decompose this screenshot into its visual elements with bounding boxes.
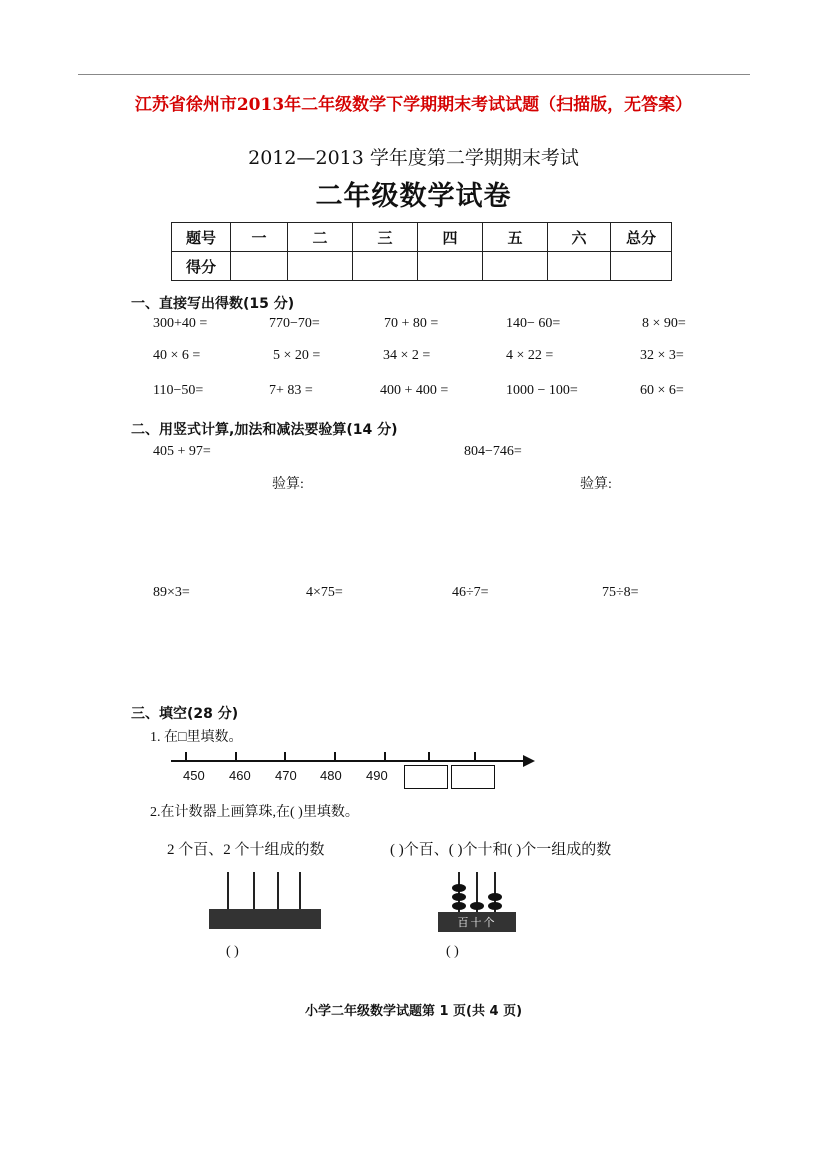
problem: 46÷7= <box>452 585 489 600</box>
question-2b: ( )个百、( )个十和( )个一组成的数 <box>390 842 612 858</box>
bead-icon <box>452 893 466 901</box>
problem: 40 × 6 = <box>153 348 201 363</box>
problem: 70 + 80 = <box>384 316 439 331</box>
tick-mark <box>334 752 336 762</box>
score-blank <box>611 252 672 281</box>
problem: 140− 60= <box>506 316 561 331</box>
tick-label: 470 <box>275 768 297 783</box>
score-cell: 二 <box>288 223 353 252</box>
abacus-rod <box>299 872 301 910</box>
score-cell: 一 <box>231 223 288 252</box>
problem: 110−50= <box>153 383 204 398</box>
problem: 400 + 400 = <box>380 383 449 398</box>
bead-icon <box>452 884 466 892</box>
abacus-with-beads <box>438 872 516 934</box>
score-blank <box>231 252 288 281</box>
problem: 34 × 2 = <box>383 348 431 363</box>
problem: 300+40 = <box>153 316 208 331</box>
score-cell: 题号 <box>172 223 231 252</box>
tick-mark <box>474 752 476 762</box>
problem: 770−70= <box>269 316 320 331</box>
problem: 4×75= <box>306 585 343 600</box>
score-cell: 五 <box>483 223 548 252</box>
abacus-rod <box>253 872 255 910</box>
tick-mark <box>384 752 386 762</box>
bead-icon <box>488 902 502 910</box>
problem: 75÷8= <box>602 585 639 600</box>
abacus-base-labels: 百十个 <box>457 916 497 929</box>
section3-title: 三、填空(28 分) <box>131 706 239 722</box>
check-label: 验算: <box>580 477 612 492</box>
problem: 32 × 3= <box>640 348 684 363</box>
number-line-arrow-icon <box>523 755 535 767</box>
question-2: 2.在计数器上画算珠,在( )里填数。 <box>150 805 359 820</box>
score-cell: 总分 <box>611 223 672 252</box>
problem: 1000 − 100= <box>506 383 578 398</box>
answer-box[interactable] <box>404 765 448 789</box>
question-2a: 2 个百、2 个十组成的数 <box>167 842 325 858</box>
problem: 405 + 97= <box>153 444 211 459</box>
check-label: 验算: <box>272 477 304 492</box>
answer-box[interactable] <box>451 765 495 789</box>
abacus-base <box>209 909 321 929</box>
tick-mark <box>284 752 286 762</box>
question-1: 1. 在□里填数。 <box>150 730 243 745</box>
bead-icon <box>452 902 466 910</box>
exam-title: 2012—2013 学年度第二学期期末考试 <box>248 147 579 169</box>
score-blank <box>353 252 418 281</box>
score-cell: 四 <box>418 223 483 252</box>
problem: 8 × 90= <box>642 316 686 331</box>
abacus-rod <box>227 872 229 910</box>
bead-icon <box>470 902 484 910</box>
score-cell: 三 <box>353 223 418 252</box>
problem: 5 × 20 = <box>273 348 321 363</box>
tick-label: 480 <box>320 768 342 783</box>
tick-mark <box>235 752 237 762</box>
top-rule <box>78 74 750 75</box>
tick-mark <box>428 752 430 762</box>
section2-title: 二、用竖式计算,加法和减法要验算(14 分) <box>131 422 398 438</box>
abacus-rod <box>277 872 279 910</box>
exam-subtitle: 二年级数学试卷 <box>315 181 512 212</box>
score-blank <box>483 252 548 281</box>
number-line <box>171 760 526 762</box>
score-table-score-row <box>172 252 672 281</box>
problem: 4 × 22 = <box>506 348 554 363</box>
document-header: 江苏省徐州市2013年二年级数学下学期期末考试试题（扫描版，无答案） <box>134 95 693 115</box>
bead-icon <box>488 893 502 901</box>
tick-label: 460 <box>229 768 251 783</box>
tick-label: 490 <box>366 768 388 783</box>
problem: 804−746= <box>464 444 522 459</box>
section1-title: 一、直接写出得数(15 分) <box>131 296 295 312</box>
abacus-base <box>438 912 516 932</box>
score-table <box>171 222 672 281</box>
problem: 60 × 6= <box>640 383 684 398</box>
score-cell: 得分 <box>172 252 231 281</box>
score-cell: 六 <box>548 223 611 252</box>
score-blank <box>418 252 483 281</box>
abacus-empty <box>209 872 321 932</box>
problem: 89×3= <box>153 585 190 600</box>
problem: 7+ 83 = <box>269 383 313 398</box>
score-table-header-row <box>172 223 672 252</box>
answer-paren: ( ) <box>226 944 239 959</box>
tick-label: 450 <box>183 768 205 783</box>
tick-mark <box>185 752 187 762</box>
answer-paren: ( ) <box>446 944 459 959</box>
score-blank <box>548 252 611 281</box>
page-footer: 小学二年级数学试题第 1 页(共 4 页) <box>304 1004 523 1019</box>
score-blank <box>288 252 353 281</box>
